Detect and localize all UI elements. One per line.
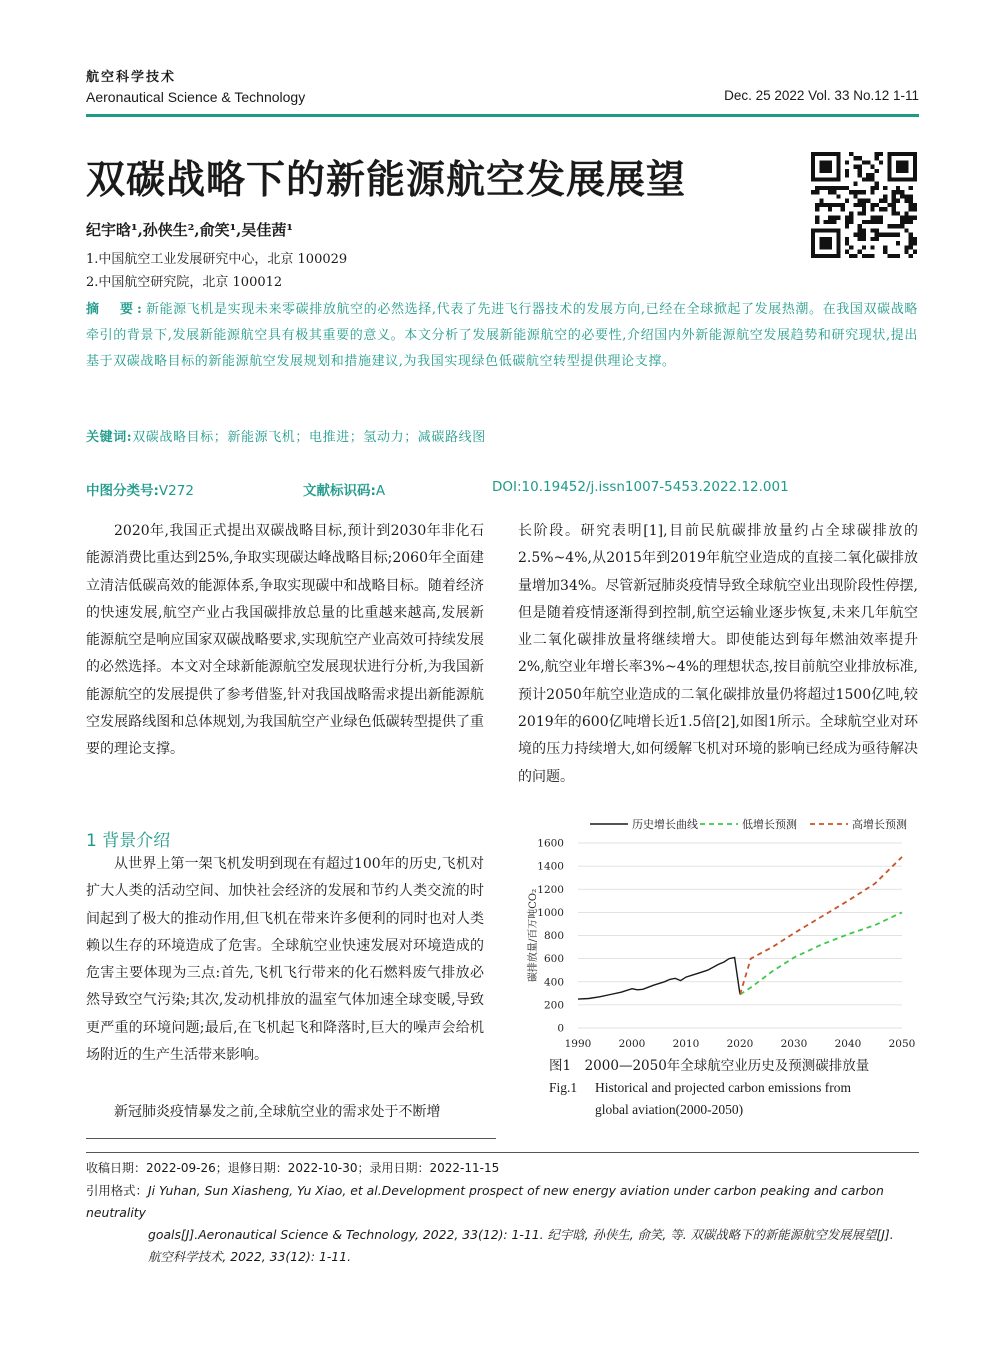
series-line-2 — [740, 912, 902, 994]
journal-name-cn: 航空科学技术 — [86, 70, 177, 85]
abstract-text: 新能源飞机是实现未来零碳排放航空的必然选择,代表了先进飞行器技术的发展方向,已经在全球掀起了发展热潮。在我国双碳战略牵引的背景下,发展新能源航空具有极其重要的意义。本文分析了发展新能源航空的必要性,介绍国内外新能源航空发展趋势和研究现状,提出基于双碳战略目标的新能源航空发展规划和措施建议,为我国实现绿色低碳航空转型提供理论支撑。 — [86, 302, 918, 369]
abstract-label: 摘 要: — [86, 302, 146, 317]
series-line-1 — [578, 958, 740, 1000]
keywords — [86, 426, 486, 445]
clc-label: 中图分类号: — [86, 483, 159, 499]
citation-line-1: Ji Yuhan, Sun Xiasheng, Yu Xiao, et al.Development prospect of new energy aviation under carbon peaking and carbon neutrality — [86, 1183, 884, 1220]
section-heading-background: 1 背景介绍 — [86, 831, 171, 851]
y-tick-label: 1400 — [537, 860, 564, 873]
x-tick-label: 2000 — [618, 1038, 646, 1050]
figure-caption-en-line1: Historical and projected carbon emissions from — [595, 1080, 852, 1095]
header-divider — [86, 114, 919, 117]
issue-info: Dec. 25 2022 Vol. 33 No.12 1-11 — [724, 88, 919, 103]
y-tick-label: 200 — [543, 999, 564, 1012]
citation-line-3: 航空科学技术, 2022, 33(12): 1-11. — [148, 1249, 352, 1264]
series-line-3 — [740, 857, 902, 995]
legend-label-1: 历史增长曲线 — [632, 818, 698, 831]
figure-caption-en-label: Fig.1 — [549, 1080, 578, 1095]
author-list: 纪宇晗¹,孙侠生²,俞笑¹,吴佳茜¹ — [86, 221, 293, 239]
y-tick-label: 1000 — [537, 906, 564, 919]
body-paragraph-intro: 2020年,我国正式提出双碳战略目标,预计到2030年非化石能源消费比重达到25%,争取实现碳达峰战略目标;2060年全面建立清洁低碳高效的能源体系,争取实现碳中和战略目标。随着经济的快速发展,航空产业占我国碳排放总量的比重越来越高,发展新能源航空是响应国家双碳战略要求,实现航空产业高效可持续发展的必然选择。本文对全球新能源航空发展现状进行分析,为我国新能源航空的发展提供了参考借鉴,针对我国战略需求提出新能源航空发展路线图和总体规划,为我国航空产业绿色低碳转型提供了重要的理论支撑。 — [86, 523, 484, 758]
keywords-label: 关键词: — [86, 430, 133, 445]
abstract — [86, 297, 918, 375]
figure-caption-cn: 图1 2000—2050年全球航空业历史及预测碳排放量 — [549, 1058, 870, 1074]
legend-label-3: 高增长预测 — [852, 818, 907, 831]
document-code — [303, 479, 385, 499]
y-tick-label: 600 — [543, 953, 564, 966]
y-axis-label: 碳排放量/百万吨CO₂ — [528, 888, 539, 983]
x-tick-label: 2030 — [780, 1038, 808, 1050]
y-tick-label: 400 — [543, 976, 564, 989]
clc-number — [86, 479, 194, 499]
x-tick-label: 2010 — [672, 1038, 700, 1050]
body-paragraph-background: 从世界上第一架飞机发明到现在有超过100年的历史,飞机对扩大人类的活动空间、加快社会经济的发展和节约人类交流的时间起到了极大的推动作用,但飞机在带来许多便利的同时也对人类赖以生存的环境造成了危害。全球航空业快速发展对环境造成的危害主要体现为三点:首先,飞机飞行带来的化石燃料废气排放必然导致空气污染;其次,发动机排放的温室气体加速全球变暖,导致更严重的环境问题;最后,在飞机起飞和降落时,巨大的噪声会给机场附近的生产生活带来影响。 — [86, 856, 484, 1064]
figure-caption-en — [549, 1077, 909, 1121]
x-tick-label: 2020 — [726, 1038, 754, 1050]
affiliation-2: 2.中国航空研究院，北京 100012 — [86, 275, 283, 290]
column-footnote-divider — [86, 1138, 496, 1139]
figure-caption-en-line2: global aviation(2000-2050) — [595, 1102, 744, 1117]
emissions-chart — [520, 806, 916, 1052]
x-tick-label: 2050 — [888, 1038, 916, 1050]
journal-name-en: Aeronautical Science & Technology — [86, 89, 306, 105]
doc-code-value: A — [375, 483, 386, 499]
y-tick-label: 800 — [543, 930, 564, 942]
legend-label-2: 低增长预测 — [742, 818, 797, 831]
doi-link[interactable]: DOI:10.19452/j.issn1007-5453.2022.12.001 — [492, 479, 789, 495]
x-tick-label: 1990 — [564, 1038, 592, 1050]
keywords-text: 双碳战略目标；新能源飞机；电推进；氢动力；减碳路线图 — [132, 430, 486, 445]
x-tick-label: 2040 — [834, 1038, 862, 1050]
citation-label: 引用格式： — [86, 1183, 148, 1198]
citation-line-2: goals[J].Aeronautical Science & Technology, 2022, 33(12): 1-11. 纪宇晗, 孙侠生, 俞笑, 等. 双碳战略下的新能源航空发展展望[J]. — [148, 1227, 894, 1242]
affiliation-1: 1.中国航空工业发展研究中心，北京 100029 — [86, 252, 348, 267]
y-tick-label: 0 — [557, 1022, 564, 1035]
citation-format — [86, 1180, 919, 1268]
body-paragraph-covid: 新冠肺炎疫情暴发之前,全球航空业的需求处于不断增 — [114, 1104, 441, 1120]
qr-code-icon — [811, 152, 917, 258]
received-dates: 收稿日期：2022-09-26；退修日期：2022-10-30；录用日期：2022-11-15 — [86, 1161, 500, 1175]
doc-code-label: 文献标识码: — [303, 483, 376, 499]
clc-value: V272 — [158, 483, 194, 499]
body-paragraph-emissions: 长阶段。研究表明[1],目前民航碳排放量约占全球碳排放的2.5%~4%,从2015年到2019年航空业造成的直接二氧化碳排放量增加34%。尽管新冠肺炎疫情导致全球航空业出现阶段性停摆,但是随着疫情逐渐得到控制,航空运输业逐步恢复,未来几年航空业二氧化碳排放量将继续增大。即使能达到每年燃油效率提升2%,航空业年增长率3%~4%的理想状态,按目前航空业排放标准,预计2050年航空业造成的二氧化碳排放量仍将超过1500亿吨,较2019年的600亿吨增长近1.5倍[2],如图1所示。全球航空业对环境的压力持续增大,如何缓解飞机对环境的影响已经成为亟待解决的问题。 — [518, 523, 918, 785]
paper-title: 双碳战略下的新能源航空发展展望 — [86, 157, 687, 203]
y-tick-label: 1600 — [537, 837, 564, 850]
y-tick-label: 1200 — [537, 883, 564, 896]
footer-divider — [86, 1152, 919, 1153]
